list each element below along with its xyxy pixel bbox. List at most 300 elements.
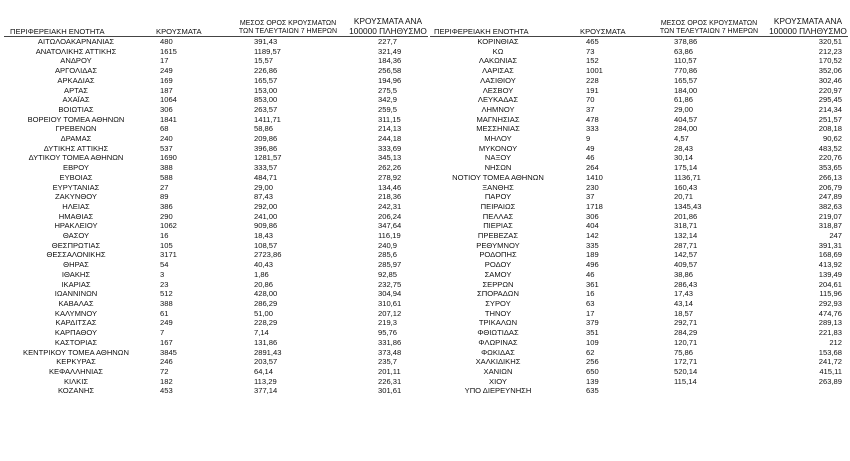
cases-cell: 73	[586, 46, 595, 56]
region-cell: ΑΡΓΟΛΙΔΑΣ	[54, 66, 98, 76]
table-row	[4, 357, 428, 367]
cases-cell: 142	[586, 231, 599, 241]
cases-cell: 23	[160, 279, 169, 289]
cases-table-left	[4, 10, 428, 396]
header-cases: ΚΡΟΥΣΜΑΤΑ	[566, 10, 650, 37]
cases-cell: 191	[586, 85, 599, 95]
per100k-cell: 115,96	[819, 289, 842, 299]
region-cell: ΔΡΑΜΑΣ	[60, 134, 92, 144]
avg7-cell: 770,86	[674, 66, 698, 76]
table-row	[430, 338, 848, 348]
per100k-cell: 219,07	[818, 211, 842, 221]
cases-cell: 1841	[160, 114, 177, 124]
avg7-cell: 20,71	[674, 192, 694, 202]
cases-cell: 386	[160, 201, 173, 211]
cases-cell: 63	[586, 298, 595, 308]
per100k-cell: 474,76	[818, 308, 842, 318]
avg7-cell: 28,43	[674, 143, 694, 153]
avg7-cell: 30,14	[674, 153, 694, 163]
per100k-cell: 227,7	[378, 37, 398, 46]
cases-cell: 1410	[586, 172, 603, 182]
region-cell: ΠΕΙΡΑΙΩΣ	[480, 201, 516, 211]
cases-cell: 453	[160, 386, 173, 396]
avg7-cell: 286,43	[674, 279, 698, 289]
region-cell: ΚΩ	[492, 46, 504, 56]
region-cell: ΡΟΔΟΠΗΣ	[479, 250, 517, 260]
avg7-cell: 333,57	[254, 163, 278, 173]
avg7-cell: 2891,43	[254, 347, 282, 357]
table-row	[4, 173, 428, 183]
per100k-cell: 352,06	[818, 66, 842, 76]
table-row	[4, 212, 428, 222]
region-cell: ΞΑΝΘΗΣ	[482, 182, 514, 192]
per100k-cell: 251,57	[818, 114, 842, 124]
table-row	[430, 115, 848, 125]
cases-cell: 388	[160, 163, 173, 173]
table-row	[430, 153, 848, 163]
table-row	[4, 309, 428, 319]
avg7-cell: 40,43	[254, 260, 274, 270]
region-cell: ΣΠΟΡΑΔΩΝ	[477, 289, 519, 299]
avg7-cell: 201,86	[674, 211, 698, 221]
table-row	[4, 367, 428, 377]
per100k-cell: 139,49	[818, 269, 842, 279]
per100k-cell: 483,52	[818, 143, 842, 153]
table-row	[4, 124, 428, 134]
table-row	[4, 386, 428, 396]
avg7-cell: 15,57	[254, 56, 274, 66]
region-cell: ΠΕΛΛΑΣ	[482, 211, 514, 221]
cases-cell: 537	[160, 143, 173, 153]
table-row	[4, 144, 428, 154]
table-row	[430, 66, 848, 76]
table-row	[430, 280, 848, 290]
per100k-cell: 207,12	[378, 308, 402, 318]
cases-cell: 37	[586, 104, 595, 114]
region-cell: ΛΗΜΝΟΥ	[481, 104, 515, 114]
per100k-cell: 214,13	[378, 124, 402, 134]
per100k-cell: 240,9	[378, 240, 398, 250]
region-cell: ΘΕΣΠΡΩΤΙΑΣ	[51, 240, 101, 250]
avg7-cell: 120,71	[674, 337, 698, 347]
table-row	[4, 163, 428, 173]
table-row	[4, 47, 428, 57]
cases-cell: 189	[586, 250, 599, 260]
region-cell: ΧΑΝΙΩΝ	[483, 366, 513, 376]
cases-cell: 37	[586, 192, 595, 202]
region-cell: ΚΙΛΚΙΣ	[63, 376, 89, 386]
table-row	[4, 192, 428, 202]
cases-cell: 351	[586, 328, 599, 338]
region-cell: ΧΙΟΥ	[489, 376, 507, 386]
per100k-cell: 347,64	[378, 221, 402, 231]
avg7-cell: 110,57	[674, 56, 697, 66]
avg7-cell: 520,14	[674, 366, 698, 376]
table-row	[430, 56, 848, 66]
avg7-cell: 29,00	[674, 104, 694, 114]
cases-cell: 264	[586, 163, 599, 173]
table-row	[430, 357, 848, 367]
cases-cell: 169	[160, 75, 173, 85]
cases-cell: 7	[160, 328, 165, 338]
region-cell: ΦΛΩΡΙΝΑΣ	[478, 337, 518, 347]
region-cell: ΘΗΡΑΣ	[63, 260, 89, 270]
per100k-cell: 194,96	[378, 75, 402, 85]
cases-cell: 3845	[160, 347, 177, 357]
per100k-cell: 219,3	[378, 318, 398, 328]
region-cell: ΛΕΣΒΟΥ	[482, 85, 514, 95]
cases-cell: 105	[160, 240, 173, 250]
per100k-cell: 226,31	[378, 376, 402, 386]
region-cell: ΜΕΣΣΗΝΙΑΣ	[476, 124, 520, 134]
region-cell: ΥΠΟ ΔΙΕΡΕΥΝΗΣΗ	[464, 386, 532, 396]
region-cell: ΛΑΚΩΝΙΑΣ	[478, 56, 518, 66]
cases-cell: 89	[160, 192, 169, 202]
region-cell: ΠΡΕΒΕΖΑΣ	[477, 231, 519, 241]
avg7-cell: 7,14	[254, 328, 269, 338]
cases-cell: 1615	[160, 46, 177, 56]
avg7-cell: 58,86	[254, 124, 274, 134]
table-row	[430, 289, 848, 299]
cases-cell: 361	[586, 279, 599, 289]
table-row	[4, 348, 428, 358]
per100k-cell: 311,15	[378, 114, 401, 124]
avg7-cell: 153,00	[254, 85, 278, 95]
per100k-cell	[768, 386, 848, 396]
cases-cell: 306	[160, 104, 173, 114]
cases-cell: 70	[586, 95, 595, 105]
avg7-cell: 160,43	[674, 182, 698, 192]
cases-cell: 404	[586, 221, 599, 231]
table-row	[430, 231, 848, 241]
avg7-cell: 1345,43	[674, 201, 702, 211]
cases-cell: 72	[160, 366, 169, 376]
table-row	[4, 231, 428, 241]
avg7-cell: 1136,71	[674, 172, 701, 182]
cases-cell: 187	[160, 85, 173, 95]
avg7-cell: 87,43	[254, 192, 274, 202]
avg7-cell: 75,86	[674, 347, 694, 357]
cases-cell: 650	[586, 366, 599, 376]
avg7-cell: 853,00	[254, 95, 278, 105]
header-per100k: ΚΡΟΥΣΜΑΤΑ ΑΝΑ 100000 ΠΛΗΘΥΣΜΟ	[348, 10, 428, 37]
per100k-cell: 292,93	[818, 298, 842, 308]
table-row	[4, 56, 428, 66]
avg7-cell: 64,14	[254, 366, 274, 376]
table-row	[430, 105, 848, 115]
per100k-cell: 285,6	[378, 250, 398, 260]
per100k-cell: 134,46	[378, 182, 402, 192]
avg7-cell: 131,86	[254, 337, 278, 347]
table-row	[4, 153, 428, 163]
per100k-cell: 232,75	[378, 279, 402, 289]
cases-cell: 588	[160, 172, 173, 182]
table-row	[430, 144, 848, 154]
cases-cell: 16	[586, 289, 595, 299]
cases-cell: 17	[586, 308, 595, 318]
table-row	[4, 115, 428, 125]
header-cases: ΚΡΟΥΣΜΑΤΑ	[148, 10, 228, 37]
table-row	[430, 95, 848, 105]
region-cell: ΑΡΚΑΔΙΑΣ	[57, 75, 95, 85]
avg7-cell: 115,14	[674, 376, 697, 386]
cases-cell: 230	[586, 182, 599, 192]
avg7-cell: 17,43	[674, 289, 694, 299]
cases-cell: 17	[160, 56, 169, 66]
per100k-cell: 220,97	[818, 85, 842, 95]
per100k-cell: 266,13	[818, 172, 842, 182]
region-cell: ΙΩΑΝΝΙΝΩΝ	[54, 289, 98, 299]
cases-cell: 496	[586, 260, 599, 270]
avg7-cell: 378,86	[674, 37, 698, 46]
avg7-cell: 142,57	[674, 250, 698, 260]
avg7-cell: 43,14	[674, 298, 694, 308]
region-cell: ΣΑΜΟΥ	[484, 269, 512, 279]
avg7-cell: 38,86	[674, 269, 694, 279]
table-row	[430, 260, 848, 270]
cases-cell: 68	[160, 124, 169, 134]
header-row	[430, 10, 848, 37]
region-cell: ΚΑΡΔΙΤΣΑΣ	[55, 318, 97, 328]
cases-cell: 306	[586, 211, 599, 221]
per100k-cell: 247	[829, 231, 842, 241]
per100k-cell: 244,18	[378, 134, 402, 144]
cases-cell: 478	[586, 114, 599, 124]
region-cell: ΚΑΡΠΑΘΟΥ	[54, 328, 98, 338]
table-row	[430, 241, 848, 251]
per100k-cell: 92,85	[378, 269, 398, 279]
region-cell: ΖΑΚΥΝΘΟΥ	[55, 192, 97, 202]
per100k-cell: 302,46	[818, 75, 842, 85]
per100k-cell: 259,5	[378, 104, 398, 114]
table-row	[4, 183, 428, 193]
avg7-cell: 18,57	[674, 308, 694, 318]
per100k-cell: 218,36	[378, 192, 402, 202]
table-row	[430, 37, 848, 47]
table-row	[4, 250, 428, 260]
table-row	[430, 250, 848, 260]
avg7-cell: 318,71	[674, 221, 698, 231]
cases-table-right	[430, 10, 848, 396]
cases-cell: 1001	[586, 66, 603, 76]
cases-cell: 16	[160, 231, 169, 241]
per100k-cell: 263,89	[818, 376, 842, 386]
cases-cell: 512	[160, 289, 173, 299]
per100k-cell: 153,68	[818, 347, 842, 357]
table-body-right	[430, 37, 848, 397]
cases-cell: 249	[160, 318, 173, 328]
region-cell: ΑΝΑΤΟΛΙΚΗΣ ΑΤΤΙΚΗΣ	[35, 46, 117, 56]
per100k-cell: 310,61	[378, 298, 402, 308]
cases-cell: 1690	[160, 153, 177, 163]
avg7-cell: 228,29	[254, 318, 278, 328]
per100k-cell: 333,69	[378, 143, 402, 153]
per100k-cell: 235,7	[378, 357, 398, 367]
table-row	[4, 76, 428, 86]
table-row	[4, 270, 428, 280]
region-cell: ΚΕΝΤΡΙΚΟΥ ΤΟΜΕΑ ΑΘΗΝΩΝ	[23, 347, 129, 357]
region-cell: ΜΑΓΝΗΣΙΑΣ	[476, 114, 520, 124]
region-cell: ΚΟΡΙΝΘΙΑΣ	[477, 37, 519, 46]
table-row	[4, 338, 428, 348]
table-row	[4, 318, 428, 328]
table-row	[4, 280, 428, 290]
table-row	[430, 309, 848, 319]
cases-cell: 333	[586, 124, 599, 134]
region-cell: ΔΥΤΙΚΟΥ ΤΟΜΕΑ ΑΘΗΝΩΝ	[28, 153, 124, 163]
per100k-cell: 413,92	[818, 260, 842, 270]
cases-cell: 54	[160, 260, 169, 270]
table-row	[4, 328, 428, 338]
region-cell: ΗΜΑΘΙΑΣ	[58, 211, 94, 221]
cases-cell: 1064	[160, 95, 177, 105]
avg7-cell: 1,86	[254, 269, 269, 279]
cases-cell: 27	[160, 182, 169, 192]
table-row	[430, 386, 848, 396]
avg7-cell	[650, 386, 768, 396]
region-cell: ΚΕΦΑΛΛΗΝΙΑΣ	[48, 366, 104, 376]
region-cell: ΗΛΕΙΑΣ	[62, 201, 90, 211]
table-row	[430, 299, 848, 309]
cases-cell: 465	[586, 37, 599, 46]
per100k-cell: 391,31	[818, 240, 842, 250]
region-cell: ΘΑΣΟΥ	[62, 231, 90, 241]
region-cell: ΚΑΛΥΜΝΟΥ	[54, 308, 98, 318]
region-cell: ΦΩΚΙΔΑΣ	[481, 347, 515, 357]
cases-cell: 109	[586, 337, 599, 347]
cases-cell: 139	[586, 376, 599, 386]
table-row	[4, 202, 428, 212]
per100k-cell: 289,13	[818, 318, 842, 328]
table-row	[4, 86, 428, 96]
per100k-cell: 212	[829, 337, 842, 347]
per100k-cell: 168,69	[818, 250, 842, 260]
avg7-cell: 404,57	[674, 114, 698, 124]
region-cell: ΛΕΥΚΑΔΑΣ	[477, 95, 519, 105]
cases-cell: 480	[160, 37, 173, 46]
per100k-cell: 275,5	[378, 85, 398, 95]
cases-cell: 46	[586, 269, 595, 279]
avg7-cell: 428,00	[254, 289, 278, 299]
table-row	[4, 241, 428, 251]
per100k-cell: 170,52	[818, 56, 842, 66]
region-cell: ΤΗΝΟΥ	[484, 308, 512, 318]
per100k-cell: 90,62	[822, 134, 842, 144]
region-cell: ΑΝΔΡΟΥ	[60, 56, 92, 66]
cases-cell: 240	[160, 134, 173, 144]
region-cell: ΠΑΡΟΥ	[484, 192, 512, 202]
region-cell: ΜΗΛΟΥ	[484, 134, 512, 144]
avg7-cell: 51,00	[254, 308, 274, 318]
per100k-cell: 331,86	[378, 337, 402, 347]
region-cell: ΕΥΡΥΤΑΝΙΑΣ	[52, 182, 100, 192]
per100k-cell: 206,24	[378, 211, 402, 221]
avg7-cell: 175,14	[674, 163, 698, 173]
cases-cell: 1718	[586, 201, 603, 211]
per100k-cell: 353,65	[818, 163, 842, 173]
region-cell: ΕΥΒΟΙΑΣ	[59, 172, 93, 182]
cases-cell: 46	[586, 153, 595, 163]
per100k-cell: 262,26	[378, 163, 402, 173]
region-cell: ΜΥΚΟΝΟΥ	[478, 143, 518, 153]
cases-cell: 335	[586, 240, 599, 250]
cases-cell: 9	[586, 134, 591, 144]
table-row	[430, 270, 848, 280]
per100k-cell: 318,87	[818, 221, 842, 231]
per100k-cell: 247,89	[818, 192, 842, 202]
header-region: ΠΕΡΙΦΕΡΕΙΑΚΗ ΕΝΟΤΗΤΑ	[430, 10, 566, 37]
cases-cell: 62	[586, 347, 595, 357]
table-row	[4, 299, 428, 309]
avg7-cell: 61,86	[674, 95, 694, 105]
table-row	[430, 183, 848, 193]
region-cell: ΚΑΣΤΟΡΙΑΣ	[54, 337, 98, 347]
table-row	[430, 367, 848, 377]
region-cell: ΛΑΡΙΣΑΣ	[482, 66, 514, 76]
table-row	[430, 192, 848, 202]
region-cell: ΔΥΤΙΚΗΣ ΑΤΤΙΚΗΣ	[43, 143, 109, 153]
table-row	[430, 212, 848, 222]
avg7-cell: 287,71	[674, 240, 698, 250]
cases-cell: 3	[160, 269, 165, 279]
per100k-cell: 204,61	[818, 279, 842, 289]
avg7-cell: 20,86	[254, 279, 274, 289]
per100k-cell: 212,23	[818, 46, 842, 56]
cases-cell: 228	[586, 75, 599, 85]
table-row	[430, 318, 848, 328]
region-cell: ΚΟΖΑΝΗΣ	[57, 386, 95, 396]
header-avg7: ΜΕΣΟΣ ΟΡΟΣ ΚΡΟΥΣΜΑΤΩΝ ΤΩΝ ΤΕΛΕΥΤΑΙΩΝ 7 ΗΜΕΡΩΝ	[650, 10, 768, 37]
table-body-left	[4, 37, 428, 397]
avg7-cell: 1281,57	[254, 153, 282, 163]
avg7-cell: 241,00	[254, 211, 278, 221]
per100k-cell: 321,49	[378, 46, 402, 56]
per100k-cell: 242,31	[378, 201, 402, 211]
avg7-cell: 184,00	[674, 85, 698, 95]
cases-cell: 246	[160, 357, 173, 367]
region-cell: ΑΡΤΑΣ	[64, 85, 88, 95]
header-region: ΠΕΡΙΦΕΡΕΙΑΚΗ ΕΝΟΤΗΤΑ	[4, 10, 148, 37]
region-cell: ΦΘΙΩΤΙΔΑΣ	[477, 328, 519, 338]
per100k-cell: 285,97	[378, 260, 402, 270]
per100k-cell: 415,11	[819, 366, 842, 376]
region-cell: ΝΗΣΩΝ	[484, 163, 512, 173]
cases-cell: 49	[586, 143, 595, 153]
per100k-cell: 221,83	[818, 328, 842, 338]
avg7-cell: 409,57	[674, 260, 698, 270]
table-row	[430, 202, 848, 212]
table-row	[4, 289, 428, 299]
cases-cell: 1062	[160, 221, 177, 231]
cases-cell: 379	[586, 318, 599, 328]
region-cell: ΙΚΑΡΙΑΣ	[61, 279, 91, 289]
table-row	[4, 260, 428, 270]
avg7-cell: 165,57	[254, 75, 278, 85]
region-cell: ΚΑΒΑΛΑΣ	[58, 298, 94, 308]
per100k-cell: 278,92	[378, 172, 402, 182]
per100k-cell: 241,72	[818, 357, 842, 367]
avg7-cell: 909,86	[254, 221, 278, 231]
table-row	[430, 86, 848, 96]
avg7-cell: 108,57	[254, 240, 278, 250]
region-cell: ΧΑΛΚΙΔΙΚΗΣ	[475, 357, 521, 367]
cases-cell: 635	[586, 386, 599, 396]
region-cell: ΑΙΤΩΛΟΑΚΑΡΝΑΝΙΑΣ	[37, 37, 115, 46]
per100k-cell: 342,9	[378, 95, 398, 105]
header-row	[4, 10, 428, 37]
per100k-cell: 301,61	[378, 386, 402, 396]
per100k-cell: 95,76	[378, 328, 398, 338]
